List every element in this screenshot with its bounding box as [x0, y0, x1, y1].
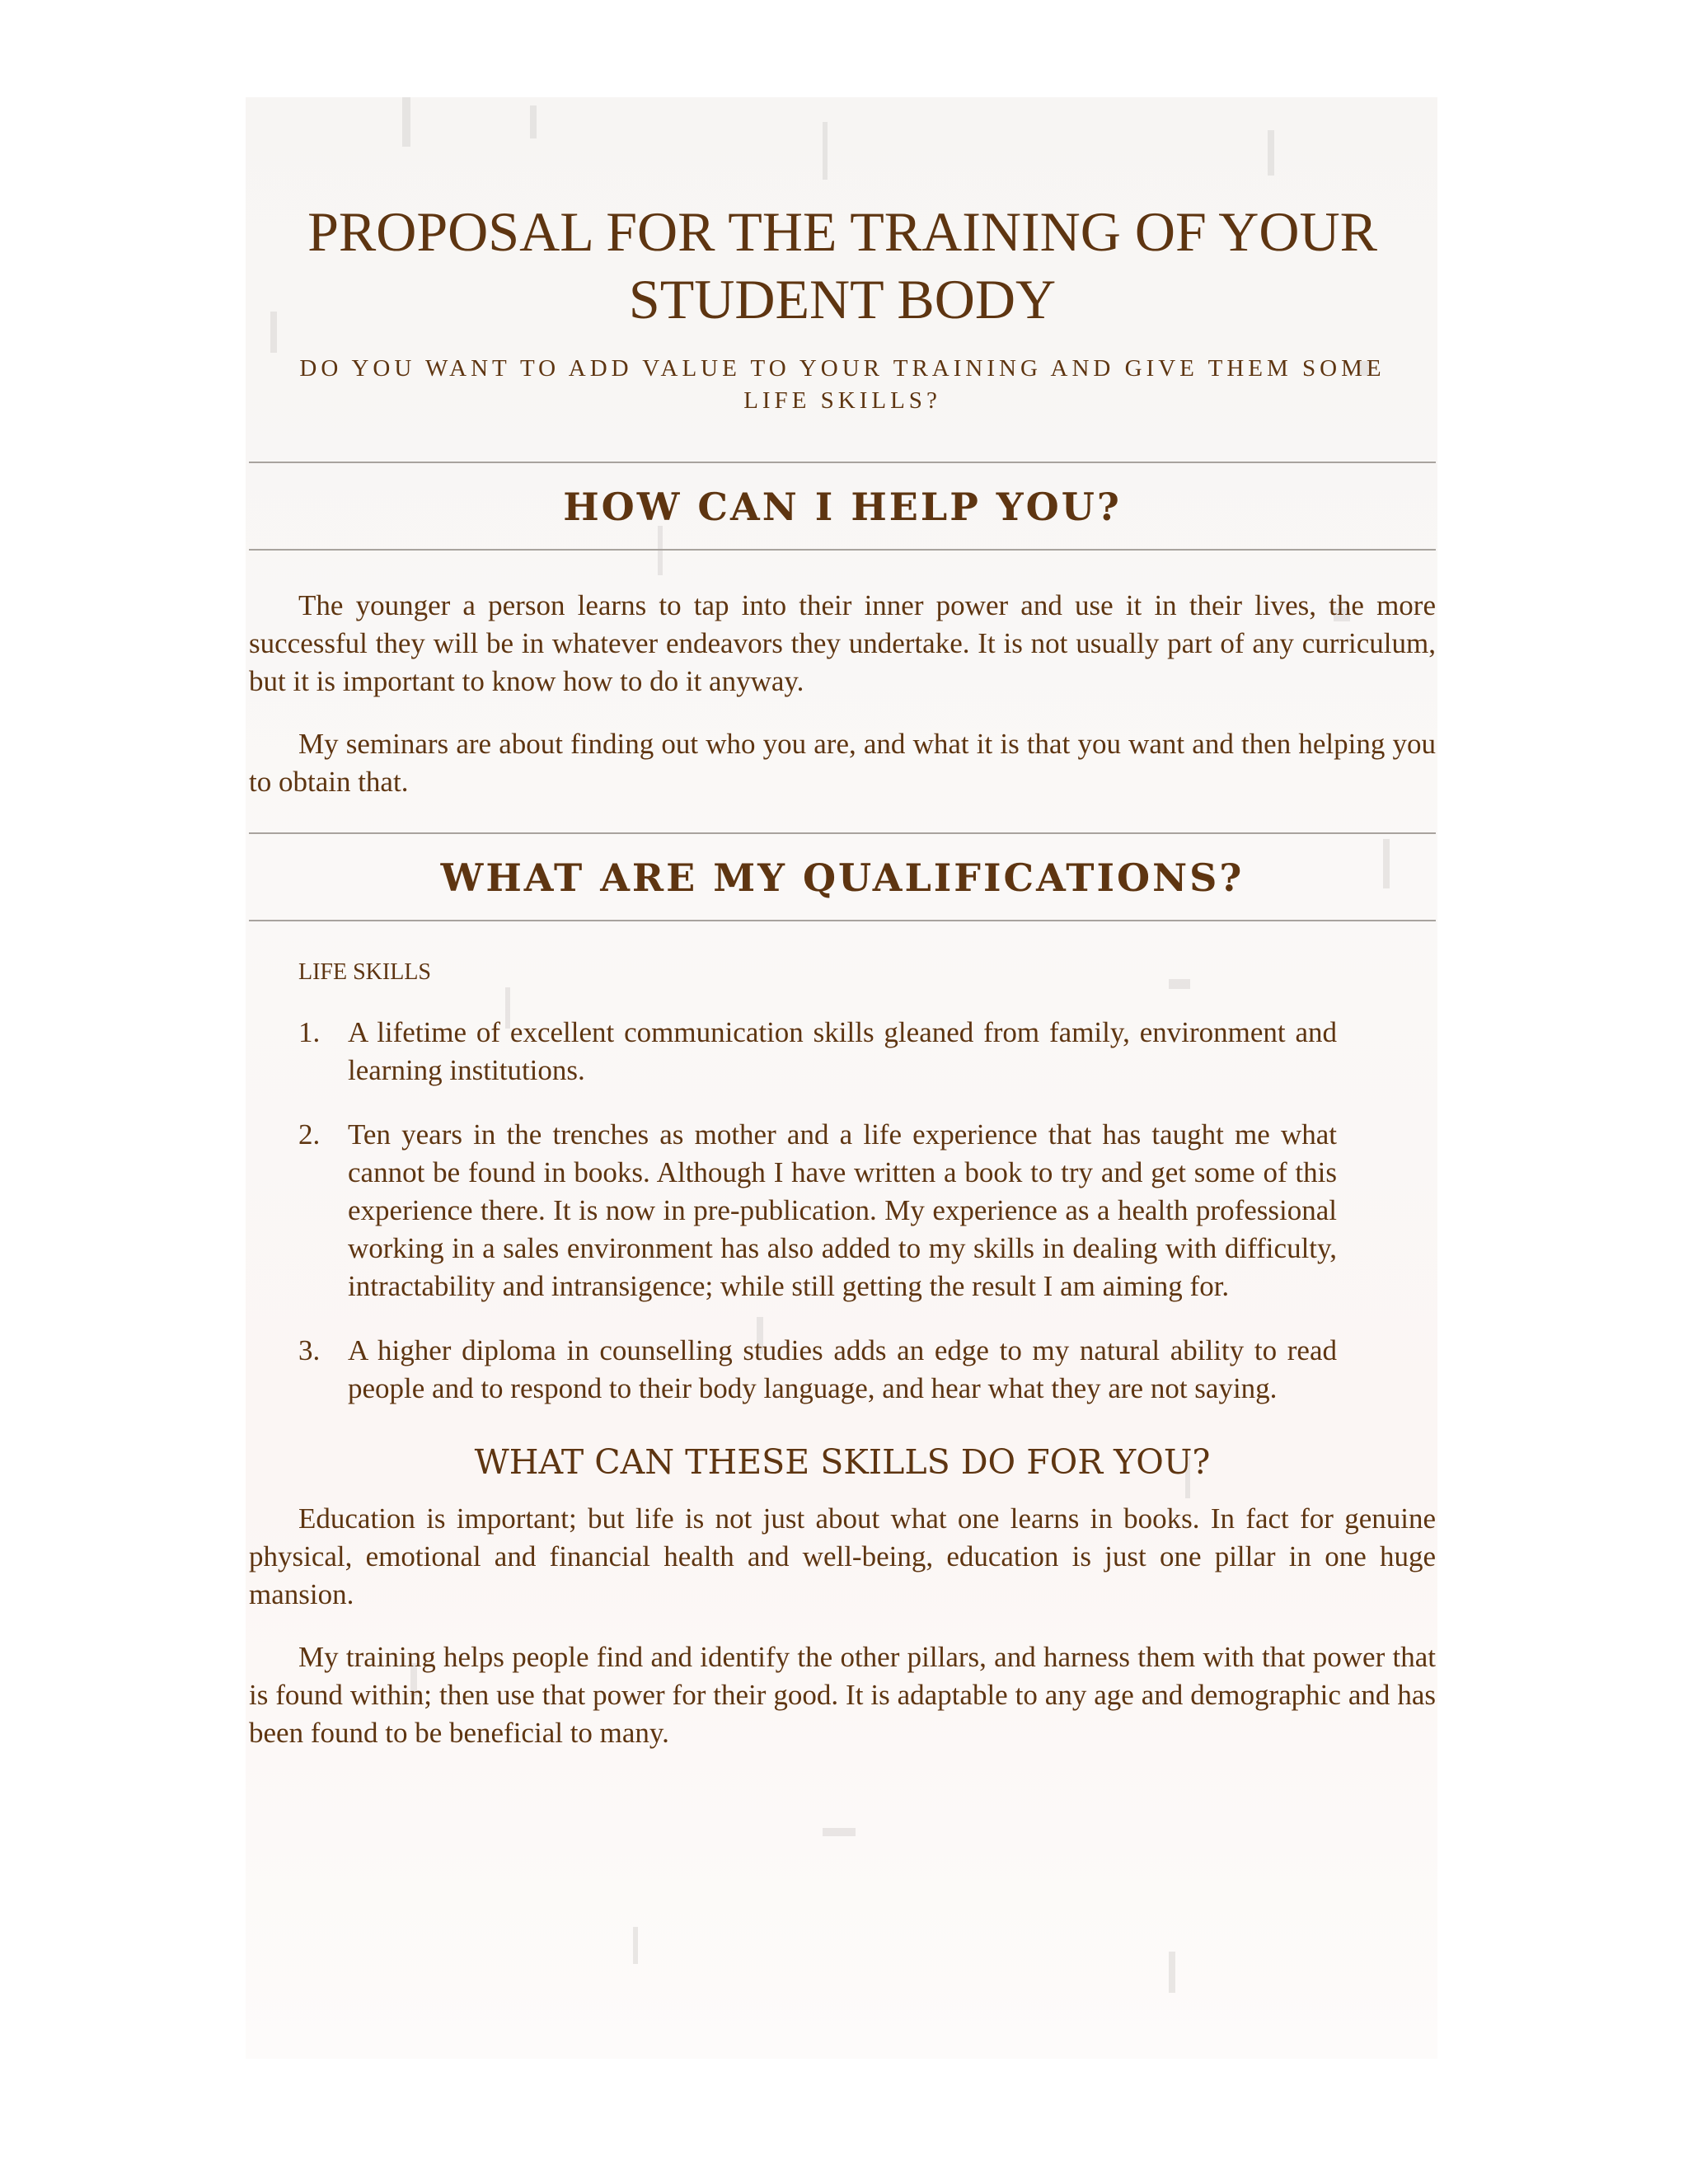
- list-item-text: Ten years in the trenches as mother and a life experience that has taught me what cannot be found in books. Although I have written a book to try and get some of this experience there. It is now in pre-publication. My experience as a health professional working in a sales environment has also added to my skills in dealing with difficulty, intractability and intransigence; while still getting the result I am aiming for.: [348, 1118, 1337, 1302]
- texture-streak: [823, 1828, 856, 1836]
- section-heading-qualifications: WHAT ARE MY QUALIFICATIONS?: [249, 832, 1436, 921]
- list-item: [298, 1014, 1337, 1090]
- skills-paragraph: Education is important; but life is not just about what one learns in books. In fact for genuine physical, emotional and financial health and well-being, education is just one pillar in one huge mansion.: [249, 1502, 1436, 1610]
- document-title: PROPOSAL FOR THE TRAINING OF YOUR STUDENT BODY: [307, 200, 1377, 330]
- document-subtitle: DO YOU WANT TO ADD VALUE TO YOUR TRAINING AND GIVE THEM SOME LIFE SKILLS?: [299, 355, 1386, 414]
- skills-paragraph: My training helps people find and identify the other pillars, and harness them with that power that is found within; then use that power for their good. It is adaptable to any age and demographic and has been found to be beneficial to many.: [249, 1641, 1436, 1749]
- section-heading-help: HOW CAN I HELP YOU?: [249, 462, 1436, 551]
- skills-section-body: [249, 1500, 1436, 1752]
- texture-streak: [530, 105, 537, 138]
- list-item-text: A higher diploma in counselling studies adds an edge to my natural ability to read people and to respond to their body language, and hear what they are not saying.: [348, 1334, 1337, 1404]
- texture-streak: [1268, 130, 1274, 176]
- texture-streak: [633, 1927, 638, 1964]
- help-section-body: [249, 587, 1436, 801]
- list-item: [298, 1116, 1337, 1305]
- list-item-number: 3.: [298, 1334, 321, 1366]
- texture-streak: [823, 122, 828, 180]
- list-item: [298, 1332, 1337, 1408]
- list-item-text: A lifetime of excellent communication skills gleaned from family, environment and learning institutions.: [348, 1016, 1337, 1086]
- list-item-number: 1.: [298, 1016, 321, 1048]
- help-paragraph: The younger a person learns to tap into their inner power and use it in their lives, the more successful they will be in whatever endeavors they undertake. It is not usually part of any curriculum, but it is important to know how to do it anyway.: [249, 589, 1436, 697]
- document-body: [249, 198, 1436, 1752]
- section-heading-skills: WHAT CAN THESE SKILLS DO FOR YOU?: [474, 1442, 1211, 1482]
- texture-streak: [402, 97, 410, 147]
- life-skills-label: LIFE SKILLS: [298, 959, 431, 985]
- qualifications-list: [249, 1014, 1436, 1408]
- list-item-number: 2.: [298, 1118, 321, 1151]
- texture-streak: [1169, 1952, 1175, 1993]
- help-paragraph: My seminars are about finding out who you are, and what it is that you want and then helping you to obtain that.: [249, 728, 1436, 798]
